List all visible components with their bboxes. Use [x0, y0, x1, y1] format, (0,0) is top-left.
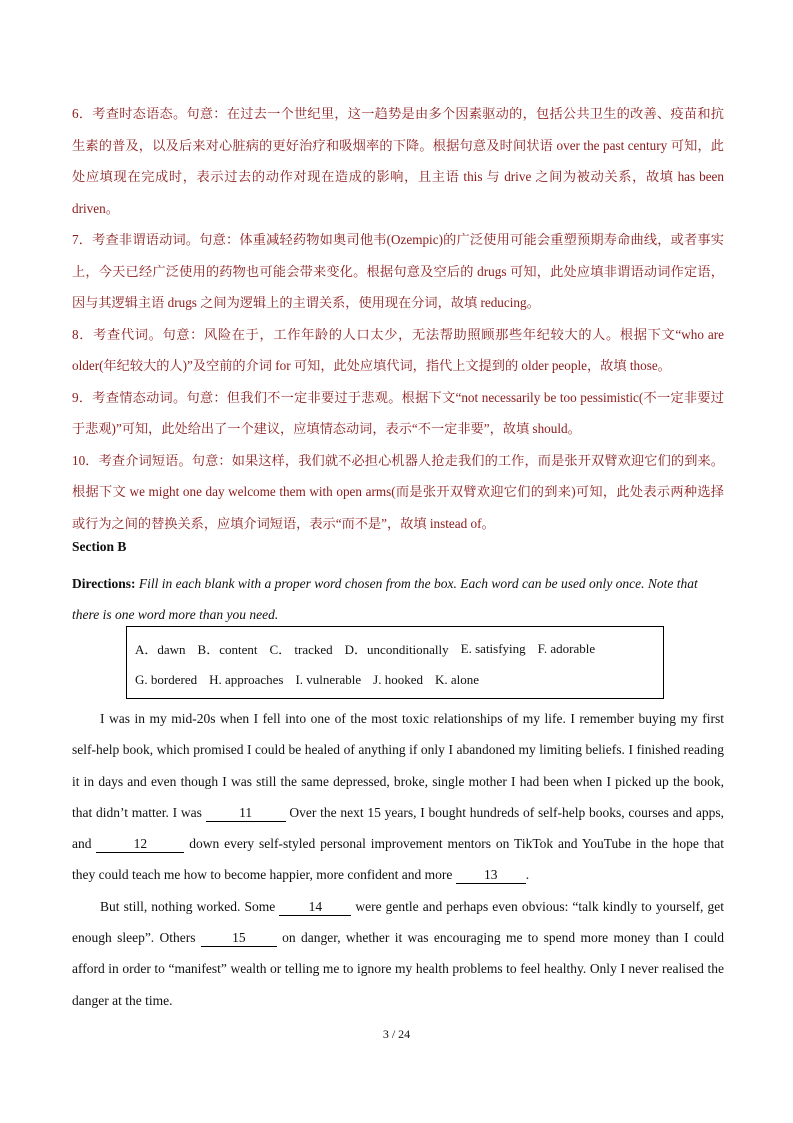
word-option-e: E. satisfying	[460, 640, 526, 656]
reading-passage	[72, 703, 724, 1016]
blank-14[interactable]: 14	[279, 900, 351, 916]
answer-item-9: 9．考查情态动词。句意：但我们不一定非要过于悲观。根据下文“not necessarily be too pessimistic(不一定非要过于悲观)”可知，此处给出了一个建议，应填情态动词，表示“不一定非要”，故填 should。	[72, 389, 724, 436]
answer-item-6: 6．考查时态语态。句意：在过去一个世纪里，这一趋势是由多个因素驱动的，包括公共卫生的改善、疫苗和抗生素的普及，以及后来对心脏病的更好治疗和吸烟率的下降。根据句意及时间状语 over the past century 可知，此处应填现在完成时，表示过去的动作对现在造成的影响，且主语 this 与 drive 之间为被动关系，故填 has been driven。	[72, 106, 724, 216]
passage-text: I was in my mid-20s when I fell into one of the most toxic relationships of my life. I remember buying my first self-help book, which promised I could be healed of anything if only I abandoned my limiting beliefs. I finished reading it in days and even though I was still the same depressed, broke, single mother I had been when I picked up the book, that didn’t matter. I was	[72, 711, 724, 820]
passage-text: on danger, whether it was encouraging me to spend more money than I could afford in order to “manifest” wealth or telling me to ignore my health problems to feel healthy. Only I never realised the danger at the time.	[72, 930, 724, 1008]
blank-13[interactable]: 13	[456, 868, 526, 884]
section-title: Section B	[72, 539, 127, 554]
answer-item-8: 8．考查代词。句意：风险在于，工作年龄的人口太少，无法帮助照顾那些年纪较大的人。根据下文“who are older(年纪较大的人)”及空前的介词 for 可知，此处应填代词，指代上文提到的 older people，故填 those。	[72, 326, 724, 373]
word-box-row-1	[135, 633, 655, 664]
word-option-g: G. bordered	[135, 671, 198, 687]
directions-label: Directions:	[72, 576, 136, 591]
blank-11[interactable]: 11	[206, 806, 286, 822]
word-option-a: A．dawn	[135, 642, 186, 657]
word-option-h: H. approaches	[209, 671, 284, 687]
answer-explanations	[72, 98, 724, 539]
word-box	[126, 626, 664, 699]
directions	[72, 568, 724, 630]
blank-15[interactable]: 15	[201, 931, 277, 947]
passage-paragraph-1	[72, 703, 724, 891]
answer-item-7: 7．考查非谓语动词。句意：体重减轻药物如奥司他韦(Ozempic)的广泛使用可能会重塑预期寿命曲线，或者事实上，今天已经广泛使用的药物也可能会带来变化。根据句意及空后的 drugs 可知，此处应填非谓语动词作定语，因与其逻辑主语 drugs 之间为逻辑上的主谓关系，使用现在分词，故填 reducing。	[72, 232, 724, 310]
page-number: 3 / 24	[382, 1027, 411, 1041]
word-option-f: F. adorable	[537, 640, 596, 656]
word-option-i: I. vulnerable	[295, 671, 362, 687]
word-option-c: C． tracked	[269, 642, 333, 657]
passage-text: were gentle and perhaps even obvious: “talk kindly to yourself, get enough sleep”. Others	[72, 898, 724, 946]
passage-text: down every self-styled personal improvement mentors on TikTok and YouTube in the hope that they could teach me how to become happier, more confident and more	[72, 836, 724, 883]
answer-item-10: 10．考查介词短语。句意：如果这样，我们就不必担心机器人抢走我们的工作，而是张开双臂欢迎它们的到来。根据下文 we might one day welcome them with open arms(而是张开双臂欢迎它们的到来)可知，此处表示两种选择或行为之间的替换关系，应填介词短语，表示“而不是”，故填 instead of。	[72, 452, 724, 531]
word-option-j: J. hooked	[373, 671, 423, 687]
word-box-row-2	[135, 664, 655, 695]
word-option-d: D．unconditionally	[344, 642, 449, 657]
passage-text: .	[525, 867, 530, 883]
word-option-k: K. alone	[435, 671, 480, 687]
directions-text: Fill in each blank with a proper word chosen from the box. Each word can be used only once. Note that there is one word more than you need.	[72, 576, 698, 622]
word-option-b: B．content	[197, 642, 258, 657]
passage-text: But still, nothing worked. Some	[100, 898, 280, 914]
passage-text: Over the next 15 years, I bought hundreds of self-help books, courses and apps, and	[72, 804, 724, 852]
blank-12[interactable]: 12	[96, 837, 184, 853]
passage-paragraph-2	[72, 891, 724, 1016]
